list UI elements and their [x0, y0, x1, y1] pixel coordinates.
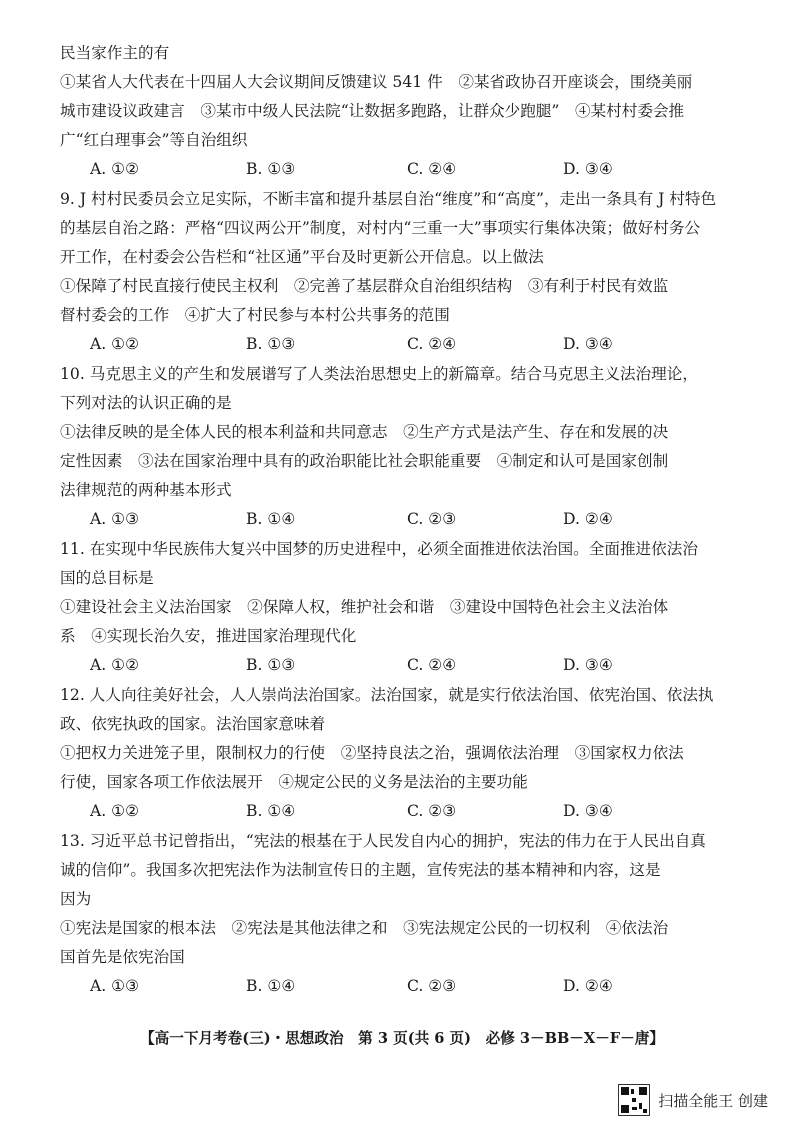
option-d[interactable]: D. ③④	[563, 802, 613, 820]
answer-options-q10	[90, 507, 750, 531]
question-10-stem: 10. 马克思主义的产生和发展谱写了人类法治思想史上的新篇章。结合马克思主义法治理论，	[60, 365, 698, 383]
option-c[interactable]: C. ②③	[407, 977, 457, 995]
option-c[interactable]: C. ②③	[407, 802, 457, 820]
option-c[interactable]: C. ②④	[407, 335, 457, 353]
text-line: 督村委会的工作 ④扩大了村民参与本村公共事务的范围	[60, 306, 450, 324]
option-c[interactable]: C. ②③	[407, 510, 457, 528]
text-line: 政、依宪执政的国家。法治国家意味着	[60, 715, 326, 733]
option-a[interactable]: A. ①③	[90, 977, 140, 995]
text-line: ①宪法是国家的根本法 ②宪法是其他法律之和 ③宪法规定公民的一切权利 ④依法治	[60, 919, 669, 937]
option-a[interactable]: A. ①②	[90, 656, 140, 674]
option-d[interactable]: D. ②④	[563, 977, 613, 995]
text-line: ①建设社会主义法治国家 ②保障人权，维护社会和谐 ③建设中国特色社会主义法治体	[60, 598, 669, 616]
text-line: 下列对法的认识正确的是	[60, 394, 232, 412]
answer-options-q12	[90, 799, 750, 823]
text-line: ①保障了村民直接行使民主权利 ②完善了基层群众自治组织结构 ③有利于村民有效监	[60, 277, 669, 295]
answer-options-q11	[90, 653, 750, 677]
text-line: 系 ④实现长治久安，推进国家治理现代化	[60, 627, 357, 645]
text-line: 诚的信仰”。我国多次把宪法作为法制宣传日的主题，宣传宪法的基本精神和内容，这是	[60, 861, 661, 879]
option-b[interactable]: B. ①④	[246, 977, 296, 995]
question-11-stem: 11. 在实现中华民族伟大复兴中国梦的历史进程中，必须全面推进依法治国。全面推进依法治	[60, 540, 698, 558]
answer-options-q9	[90, 332, 750, 356]
option-b[interactable]: B. ①③	[246, 160, 296, 178]
text-line: 广“红白理事会”等自治组织	[60, 131, 248, 149]
answer-options-q13	[90, 974, 750, 998]
option-c[interactable]: C. ②④	[407, 160, 457, 178]
option-a[interactable]: A. ①②	[90, 335, 140, 353]
text-line: ①某省人大代表在十四届人大会议期间反馈建议 541 件 ②某省政协召开座谈会，围绕美丽	[60, 73, 693, 91]
question-9-stem: 9. J 村村民委员会立足实际，不断丰富和提升基层自治“维度”和“高度”，走出一条具有 J 村特色	[60, 190, 717, 208]
qr-code-icon	[618, 1084, 650, 1116]
question-12-stem: 12. 人人向往美好社会，人人崇尚法治国家。法治国家，就是实行依法治国、依宪治国、依法执	[60, 686, 714, 704]
option-a[interactable]: A. ①②	[90, 802, 140, 820]
text-line: 国的总目标是	[60, 569, 154, 587]
option-b[interactable]: B. ①④	[246, 802, 296, 820]
option-a[interactable]: A. ①②	[90, 160, 140, 178]
option-c[interactable]: C. ②④	[407, 656, 457, 674]
text-line: 国首先是依宪治国	[60, 948, 185, 966]
text-line: ①法律反映的是全体人民的根本利益和共同意志 ②生产方式是法产生、存在和发展的决	[60, 423, 669, 441]
text-line: 民当家作主的有	[60, 44, 170, 62]
option-b[interactable]: B. ①③	[246, 656, 296, 674]
scanner-watermark	[618, 1084, 768, 1116]
watermark-text: 扫描全能王 创建	[658, 1091, 768, 1110]
text-line: 行使，国家各项工作依法展开 ④规定公民的义务是法治的主要功能	[60, 773, 528, 791]
question-13-stem: 13. 习近平总书记曾指出，“宪法的根基在于人民发自内心的拥护，宪法的伟力在于人民出自真	[60, 832, 706, 850]
text-line: 因为	[60, 890, 92, 908]
option-a[interactable]: A. ①③	[90, 510, 140, 528]
option-d[interactable]: D. ②④	[563, 510, 613, 528]
option-b[interactable]: B. ①④	[246, 510, 296, 528]
answer-options-q8	[90, 157, 750, 181]
text-line: 法律规范的两种基本形式	[60, 481, 232, 499]
text-line: ①把权力关进笼子里，限制权力的行使 ②坚持良法之治，强调依法治理 ③国家权力依法	[60, 744, 684, 762]
text-line: 城市建设议政建言 ③某市中级人民法院“让数据多跑路，让群众少跑腿” ④某村村委会推	[60, 102, 685, 120]
page-footer: 【高一下月考卷(三)・思想政治 第 3 页(共 6 页) 必修 3－BB－X－F－唐】	[140, 1030, 664, 1047]
option-b[interactable]: B. ①③	[246, 335, 296, 353]
text-line: 定性因素 ③法在国家治理中具有的政治职能比社会职能重要 ④制定和认可是国家创制	[60, 452, 669, 470]
option-d[interactable]: D. ③④	[563, 656, 613, 674]
text-line: 的基层自治之路：严格“四议两公开”制度，对村内“三重一大”事项实行集体决策；做好村务公	[60, 219, 701, 237]
option-d[interactable]: D. ③④	[563, 160, 613, 178]
option-d[interactable]: D. ③④	[563, 335, 613, 353]
text-line: 开工作，在村委会公告栏和“社区通”平台及时更新公开信息。以上做法	[60, 248, 544, 266]
